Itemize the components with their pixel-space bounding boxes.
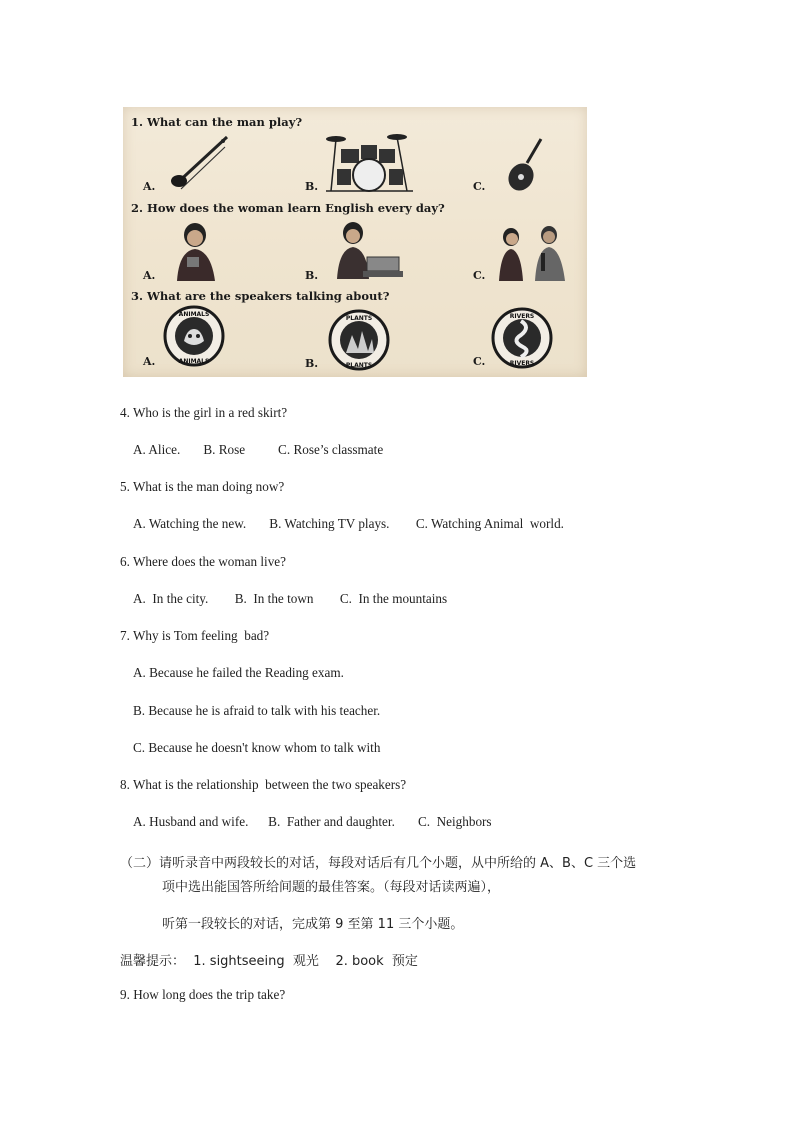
- plants-badge-top-text: PLANTS: [345, 315, 373, 322]
- question-4-options: A. Alice. B. Rose C. Rose’s classmate: [133, 442, 384, 457]
- animals-badge-icon: [163, 305, 225, 367]
- question-7-option-b: B. Because he is afraid to talk with his teacher.: [133, 703, 381, 718]
- q3-option-b-label: B.: [305, 357, 319, 370]
- question-6: 6. Where does the woman live?: [120, 554, 287, 569]
- two-people-talking-icon: [497, 225, 571, 281]
- guitar-icon: [505, 137, 545, 195]
- animals-badge-bottom-text: ANIMALS: [178, 358, 210, 365]
- plants-badge-icon: [328, 309, 390, 371]
- rivers-badge-bottom-text: RIVERS: [509, 360, 535, 367]
- vocabulary-tip: 温馨提示： 1. sightseeing 观光 2. book 预定: [120, 954, 418, 969]
- plants-badge-bottom-text: PLANTS: [345, 362, 373, 369]
- animals-badge-top-text: ANIMALS: [178, 311, 210, 318]
- q1-option-a-label: A.: [143, 180, 156, 193]
- question-7-option-c: C. Because he doesn't know whom to talk with: [133, 740, 381, 755]
- question-8-options: A. Husband and wife. B. Father and daughter. C. Neighbors: [133, 814, 492, 829]
- q1-option-c-label: C.: [473, 180, 486, 193]
- question-5-options: A. Watching the new. B. Watching TV plays. C. Watching Animal world.: [133, 516, 564, 531]
- q2-option-c-label: C.: [473, 269, 486, 282]
- question-6-options: A. In the city. B. In the town C. In the mountains: [133, 591, 448, 606]
- erhu-icon: [163, 133, 233, 191]
- picture-questions-panel: [123, 107, 587, 377]
- question-5: 5. What is the man doing now?: [120, 479, 285, 494]
- question-2: 2. How does the woman learn English every day?: [131, 201, 445, 215]
- question-7: 7. Why is Tom feeling bad?: [120, 628, 270, 643]
- q1-option-b-label: B.: [305, 180, 319, 193]
- rivers-badge-icon: [491, 307, 553, 369]
- question-4: 4. Who is the girl in a red skirt?: [120, 405, 288, 420]
- q2-option-a-label: A.: [143, 269, 156, 282]
- rivers-badge-top-text: RIVERS: [509, 313, 535, 320]
- q3-option-c-label: C.: [473, 355, 486, 368]
- woman-radio-icon: [173, 219, 219, 281]
- woman-computer-icon: [333, 221, 403, 279]
- question-8: 8. What is the relationship between the two speakers?: [120, 777, 407, 792]
- question-3: 3. What are the speakers talking about?: [131, 289, 390, 303]
- section-2-instruction-line-3: 听第一段较长的对话，完成第 9 至第 11 三个小题。: [162, 917, 464, 932]
- question-7-option-a: A. Because he failed the Reading exam.: [133, 665, 344, 680]
- question-9: 9. How long does the trip take?: [120, 987, 286, 1002]
- question-1: 1. What can the man play?: [131, 115, 303, 129]
- q2-option-b-label: B.: [305, 269, 319, 282]
- section-2-instruction-line-1: （二）请听录音中两段较长的对话，每段对话后有几个小题，从中所给的 A、B、C 三个选: [120, 856, 637, 871]
- q3-option-a-label: A.: [143, 355, 156, 368]
- drum-kit-icon: [321, 131, 416, 193]
- section-2-instruction-line-2: 项中选出能国答所给间题的最佳答案。（每段对话读两遍），: [162, 880, 501, 895]
